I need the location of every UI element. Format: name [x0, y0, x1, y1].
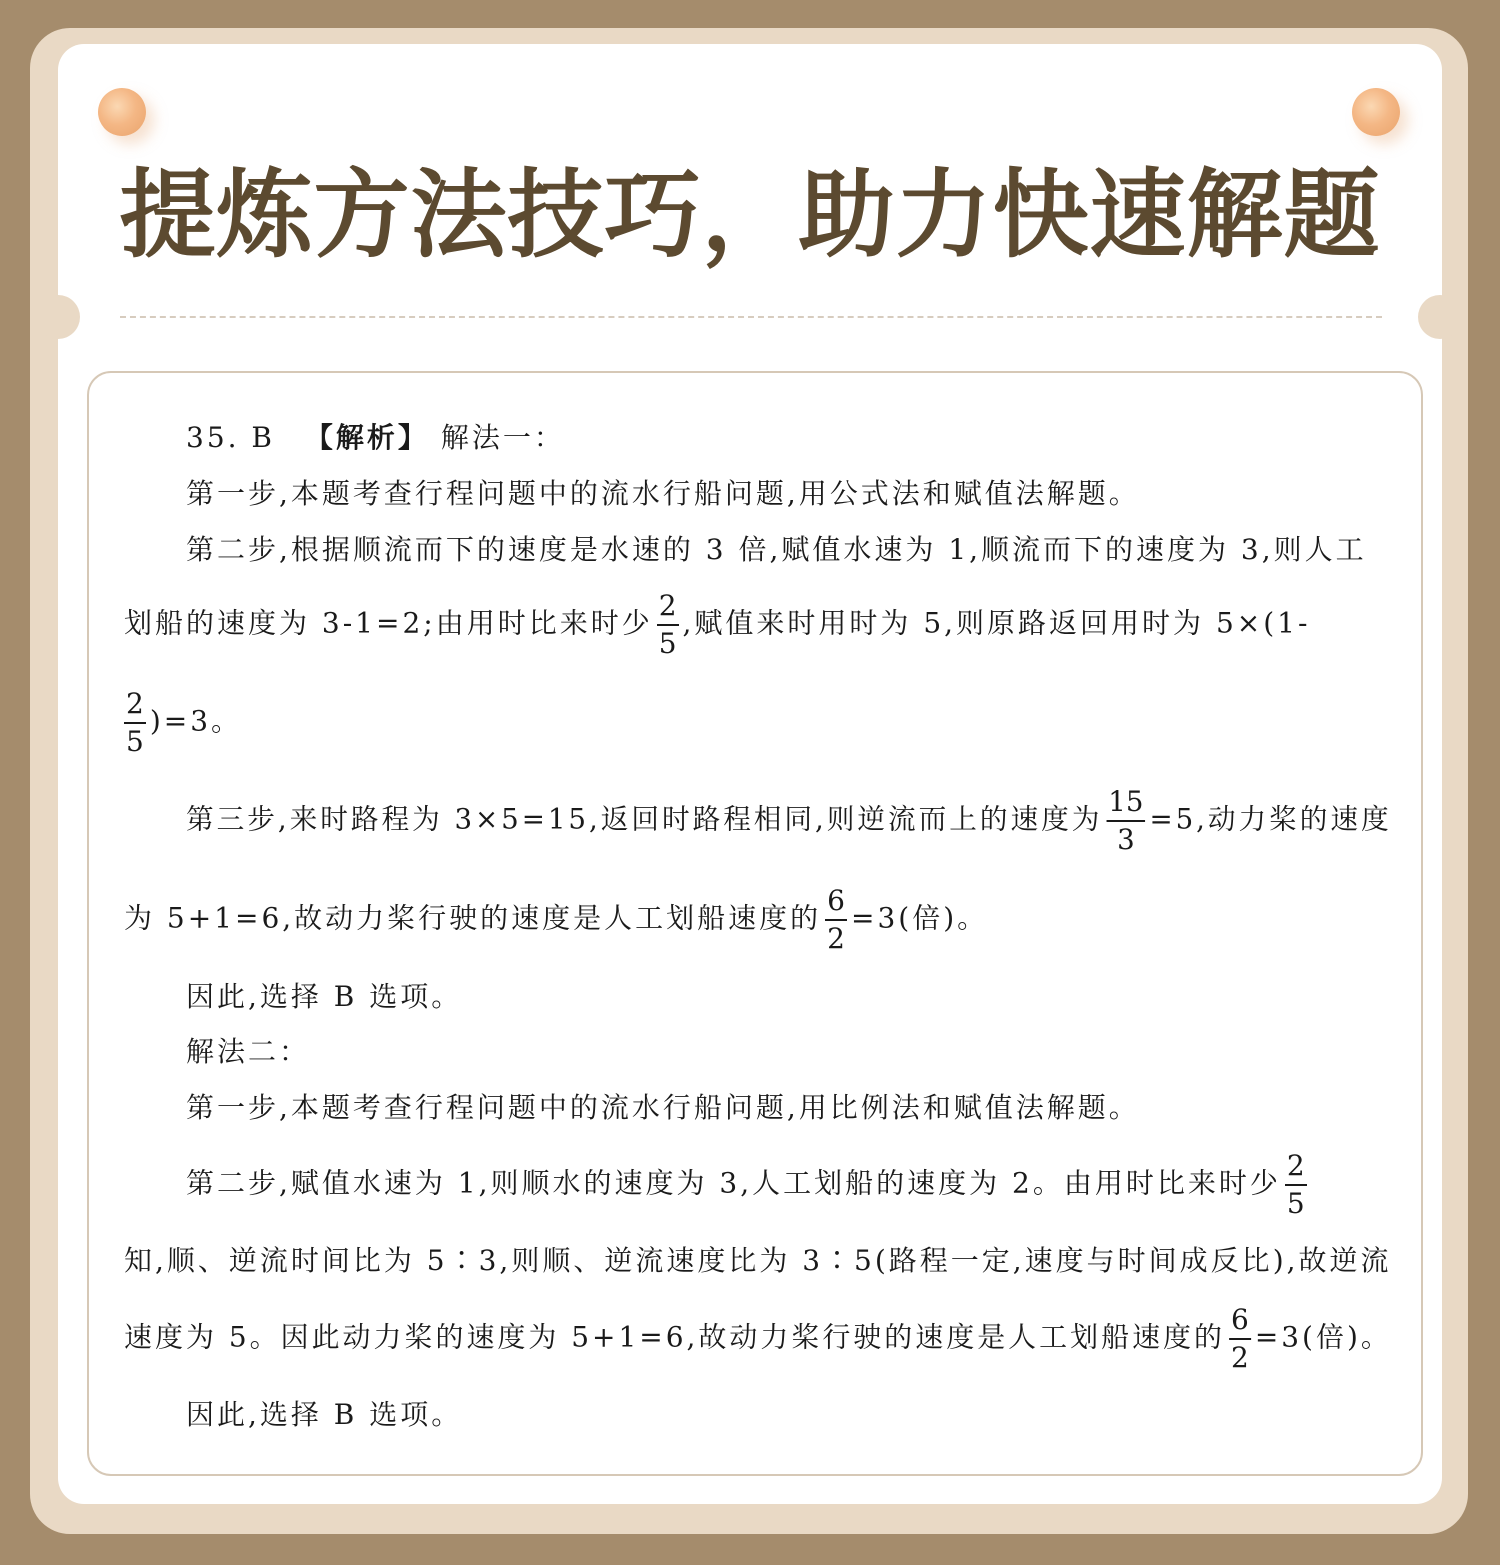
text-segment: 划船的速度为 3-1=2;由用时比来时少 — [124, 606, 653, 640]
m1-step2-line2 — [124, 588, 1310, 662]
numerator: 15 — [1106, 784, 1145, 822]
fraction — [1229, 1302, 1251, 1376]
denominator: 5 — [126, 725, 144, 758]
fraction — [1106, 784, 1145, 858]
m1-step3-line1 — [186, 784, 1392, 858]
notch-left — [36, 295, 80, 339]
text-segment: =3(倍)。 — [1254, 1320, 1392, 1354]
solution-head — [186, 421, 565, 455]
denominator: 3 — [1117, 823, 1135, 856]
numerator: 2 — [1285, 1148, 1307, 1186]
question-number: 35. B — [186, 421, 276, 454]
text-segment: 第三步,来时路程为 3×5=15,返回时路程相同,则逆流而上的速度为 — [186, 802, 1103, 836]
analysis-tag: 【解析】 — [304, 421, 429, 454]
numerator: 6 — [825, 883, 847, 921]
dashed-divider — [120, 316, 1382, 318]
text-segment: =5,动力桨的速度 — [1149, 802, 1392, 836]
denominator: 2 — [1231, 1341, 1249, 1374]
numerator: 2 — [657, 588, 679, 626]
fraction — [1285, 1148, 1307, 1222]
method-two-label: 解法二： — [186, 1035, 311, 1068]
fraction — [825, 883, 847, 957]
fraction — [657, 588, 679, 662]
m2-step2-line2: 知,顺、逆流时间比为 5∶3,则顺、逆流速度比为 3∶5(路程一定,速度与时间成反比),故逆流 — [124, 1244, 1392, 1277]
text-segment: )=3。 — [149, 704, 243, 738]
m2-step2-line1 — [186, 1148, 1311, 1222]
m1-step1: 第一步,本题考查行程问题中的流水行船问题,用公式法和赋值法解题。 — [186, 477, 1140, 510]
text-segment: =3(倍)。 — [851, 901, 989, 935]
m2-step2-line3 — [124, 1302, 1392, 1376]
numerator: 2 — [124, 686, 146, 724]
pin-left-icon — [98, 88, 146, 136]
m1-step2-line1: 第二步,根据顺流而下的速度是水速的 3 倍,赋值水速为 1,顺流而下的速度为 3,则人工 — [186, 533, 1367, 566]
text-segment: 为 5+1=6,故动力桨行驶的速度是人工划船速度的 — [124, 901, 822, 935]
method-one-label: 解法一： — [440, 421, 565, 454]
text-segment: ,赋值来时用时为 5,则原路返回用时为 5×(1- — [682, 606, 1311, 640]
m1-conclusion: 因此,选择 B 选项。 — [186, 980, 463, 1013]
m1-step2-line3 — [120, 686, 242, 760]
m2-step1: 第一步,本题考查行程问题中的流水行船问题,用比例法和赋值法解题。 — [186, 1091, 1140, 1124]
numerator: 6 — [1229, 1302, 1251, 1340]
m2-conclusion: 因此,选择 B 选项。 — [186, 1398, 463, 1431]
pin-right-icon — [1352, 88, 1400, 136]
notch-right — [1418, 295, 1462, 339]
text-segment: 速度为 5。因此动力桨的速度为 5+1=6,故动力桨行驶的速度是人工划船速度的 — [124, 1320, 1226, 1354]
denominator: 5 — [658, 627, 677, 660]
denominator: 2 — [827, 922, 845, 955]
m1-step3-line2 — [124, 883, 988, 957]
page-title: 提炼方法技巧，助力快速解题 — [119, 159, 1381, 271]
denominator: 5 — [1286, 1187, 1305, 1220]
fraction — [124, 686, 146, 760]
text-segment: 第二步,赋值水速为 1,则顺水的速度为 3,人工划船的速度为 2。由用时比来时少 — [186, 1166, 1281, 1200]
